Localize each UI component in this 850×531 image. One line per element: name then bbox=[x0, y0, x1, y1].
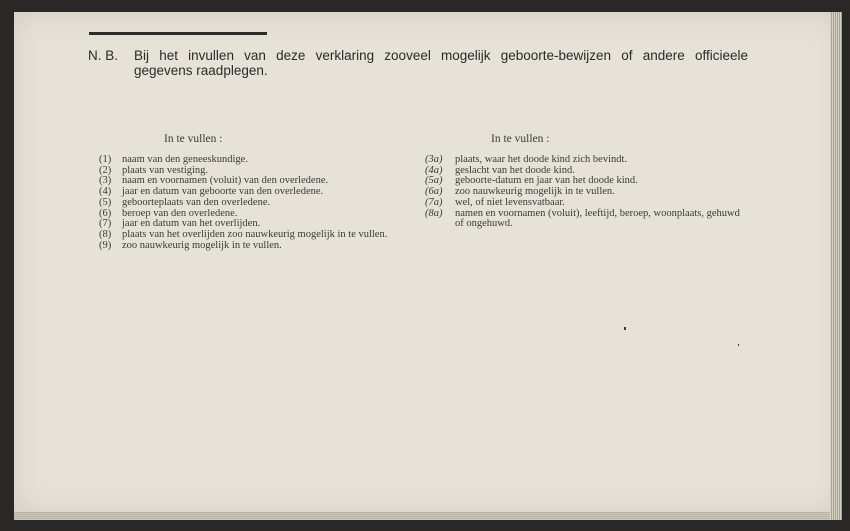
item-text: wel, of niet levensvatbaar. bbox=[455, 196, 565, 208]
list-item bbox=[99, 241, 421, 252]
item-text: geboorteplaats van den overledene. bbox=[122, 196, 271, 208]
note-line-2: gegevens raadplegen. bbox=[134, 63, 268, 78]
left-column-heading: In te vullen : bbox=[164, 133, 223, 145]
item-text: jaar en datum van het overlijden. bbox=[122, 218, 261, 230]
item-number: (8) bbox=[99, 228, 112, 240]
page-edge bbox=[14, 512, 840, 520]
header-rule bbox=[89, 32, 267, 35]
item-number: (2) bbox=[99, 164, 112, 176]
ink-speck bbox=[738, 344, 739, 346]
item-text: zoo nauwkeurig mogelijk in te vullen. bbox=[122, 239, 282, 251]
item-text: namen en voornamen (voluit), leeftijd, beroep, woonplaats, gehuwd of ongehuwd. bbox=[455, 207, 740, 230]
item-text: plaats, waar het doode kind zich bevindt. bbox=[455, 154, 628, 165]
item-text: plaats van het overlijden zoo nauwkeurig mogelijk in te vullen. bbox=[122, 228, 388, 240]
document-page bbox=[14, 12, 840, 514]
item-number: (9) bbox=[99, 239, 112, 251]
item-text: geslacht van het doode kind. bbox=[455, 164, 575, 176]
ink-speck bbox=[624, 327, 626, 330]
item-number: (6) bbox=[99, 207, 112, 219]
item-number: (5) bbox=[99, 196, 112, 208]
item-number: (7a) bbox=[425, 196, 443, 208]
item-number: (3) bbox=[99, 175, 112, 187]
item-number: (4a) bbox=[425, 164, 443, 176]
right-instruction-list bbox=[425, 155, 750, 230]
note-block bbox=[88, 48, 748, 78]
item-text: naam van den geneeskundige. bbox=[122, 154, 248, 165]
note-line-1: Bij het invullen van deze verklaring zooveel mogelijk geboorte-bewijzen of andere officieele bbox=[134, 48, 748, 63]
item-text: naam en voornamen (voluit) van den overledene. bbox=[122, 175, 329, 187]
note-prefix: N. B. bbox=[88, 48, 119, 63]
item-text: zoo nauwkeurig mogelijk in te vullen. bbox=[455, 186, 615, 198]
list-item bbox=[425, 209, 750, 230]
item-number: (3a) bbox=[425, 154, 443, 165]
item-number: (5a) bbox=[425, 175, 443, 187]
item-text: geboorte-datum en jaar van het doode kind. bbox=[455, 175, 638, 187]
item-text: jaar en datum van geboorte van den overledene. bbox=[122, 186, 324, 198]
item-text: beroep van den overledene. bbox=[122, 207, 238, 219]
page-stack-edge bbox=[830, 12, 842, 520]
item-number: (7) bbox=[99, 218, 112, 230]
right-column-heading: In te vullen : bbox=[491, 133, 550, 145]
item-number: (4) bbox=[99, 186, 112, 198]
item-number: (1) bbox=[99, 154, 112, 165]
left-instruction-list bbox=[99, 155, 421, 251]
item-text: plaats van vestiging. bbox=[122, 164, 209, 176]
item-number: (6a) bbox=[425, 186, 443, 198]
item-number: (8a) bbox=[425, 207, 443, 219]
